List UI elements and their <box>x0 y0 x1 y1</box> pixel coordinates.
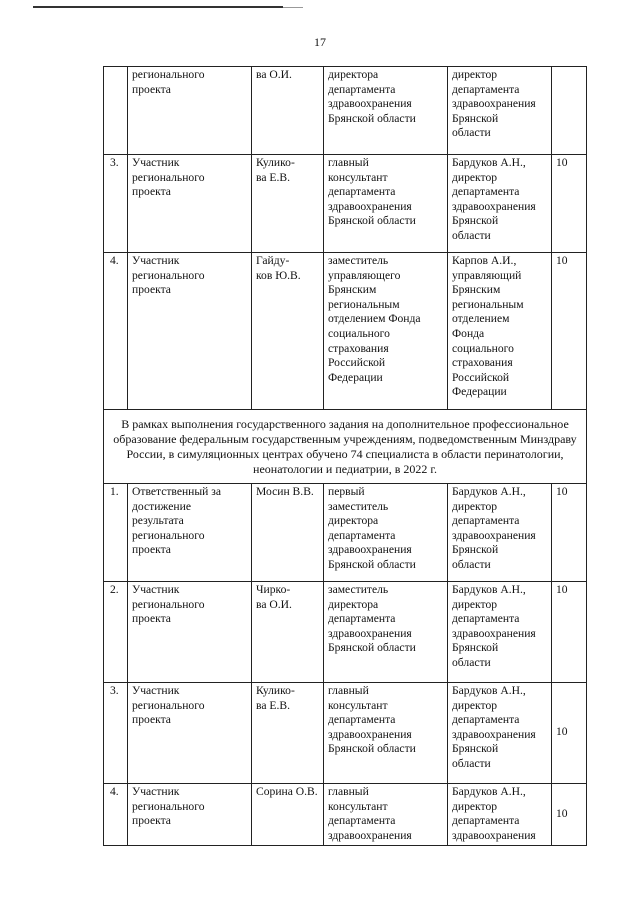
superior-cell: Бардуков А.Н., директор департамента здравоохранения Брянской области <box>448 683 552 784</box>
section-row <box>104 410 587 484</box>
row-number: 4. <box>104 253 128 410</box>
value-cell: 10 <box>552 582 587 683</box>
table-row <box>104 683 587 784</box>
role-cell: Участник регионального проекта <box>128 582 252 683</box>
row-number: 4. <box>104 784 128 846</box>
superior-cell: Бардуков А.Н., директор департамента здравоохранения Брянской области <box>448 484 552 582</box>
role-cell: Ответственный за достижение результата регионального проекта <box>128 484 252 582</box>
superior-cell: Бардуков А.Н., директор департамента здравоохранения Брянской области <box>448 155 552 253</box>
role-cell: Участник регионального проекта <box>128 155 252 253</box>
row-number <box>104 67 128 155</box>
section-description: В рамках выполнения государственного задания на дополнительное профессиональное образование федеральным государственным учреждениям, подведомственным Минздраву России, в симуляционных центрах обучено 74 специалиста в области перинатологии, неонатологии и педиатрии, в 2022 г. <box>104 410 587 484</box>
row-number: 1. <box>104 484 128 582</box>
name-cell: Кулико- ва Е.В. <box>252 683 324 784</box>
position-cell: директора департамента здравоохранения Брянской области <box>324 67 448 155</box>
name-cell: Кулико- ва Е.В. <box>252 155 324 253</box>
value-cell: 10 <box>552 484 587 582</box>
responsibility-table <box>103 66 587 846</box>
table-row <box>104 155 587 253</box>
position-cell: главный консультант департамента здравоохранения Брянской области <box>324 155 448 253</box>
scan-edge-line <box>33 6 283 8</box>
superior-cell: Бардуков А.Н., директор департамента здравоохранения Брянской области <box>448 582 552 683</box>
superior-cell: директор департамента здравоохранения Брянской области <box>448 67 552 155</box>
row-number: 3. <box>104 155 128 253</box>
row-number: 2. <box>104 582 128 683</box>
name-cell: Сорина О.В. <box>252 784 324 846</box>
role-cell: Участник регионального проекта <box>128 683 252 784</box>
table-row <box>104 582 587 683</box>
scan-edge-line-faint <box>283 7 303 8</box>
value-cell: 10 <box>552 253 587 410</box>
row-number: 3. <box>104 683 128 784</box>
table-row <box>104 253 587 410</box>
role-cell: Участник регионального проекта <box>128 253 252 410</box>
page-number: 17 <box>314 35 326 49</box>
superior-cell: Карпов А.И., управляющий Брянским региональным отделением Фонда социального страхования Российской Федерации <box>448 253 552 410</box>
role-cell: регионального проекта <box>128 67 252 155</box>
position-cell: заместитель управляющего Брянским региональным отделением Фонда социального страхования Российской Федерации <box>324 253 448 410</box>
name-cell: Мосин В.В. <box>252 484 324 582</box>
name-cell: Гайду- ков Ю.В. <box>252 253 324 410</box>
value-cell: 10 <box>552 784 587 846</box>
name-cell: ва О.И. <box>252 67 324 155</box>
table-row <box>104 67 587 155</box>
position-cell: заместитель директора департамента здравоохранения Брянской области <box>324 582 448 683</box>
position-cell: главный консультант департамента здравоохранения Брянской области <box>324 683 448 784</box>
value-cell: 10 <box>552 683 587 784</box>
table-row <box>104 484 587 582</box>
name-cell: Чирко- ва О.И. <box>252 582 324 683</box>
value-cell <box>552 67 587 155</box>
value-cell: 10 <box>552 155 587 253</box>
position-cell: первый заместитель директора департамента здравоохранения Брянской области <box>324 484 448 582</box>
superior-cell: Бардуков А.Н., директор департамента здравоохранения <box>448 784 552 846</box>
role-cell: Участник регионального проекта <box>128 784 252 846</box>
position-cell: главный консультант департамента здравоохранения <box>324 784 448 846</box>
table-row <box>104 784 587 846</box>
